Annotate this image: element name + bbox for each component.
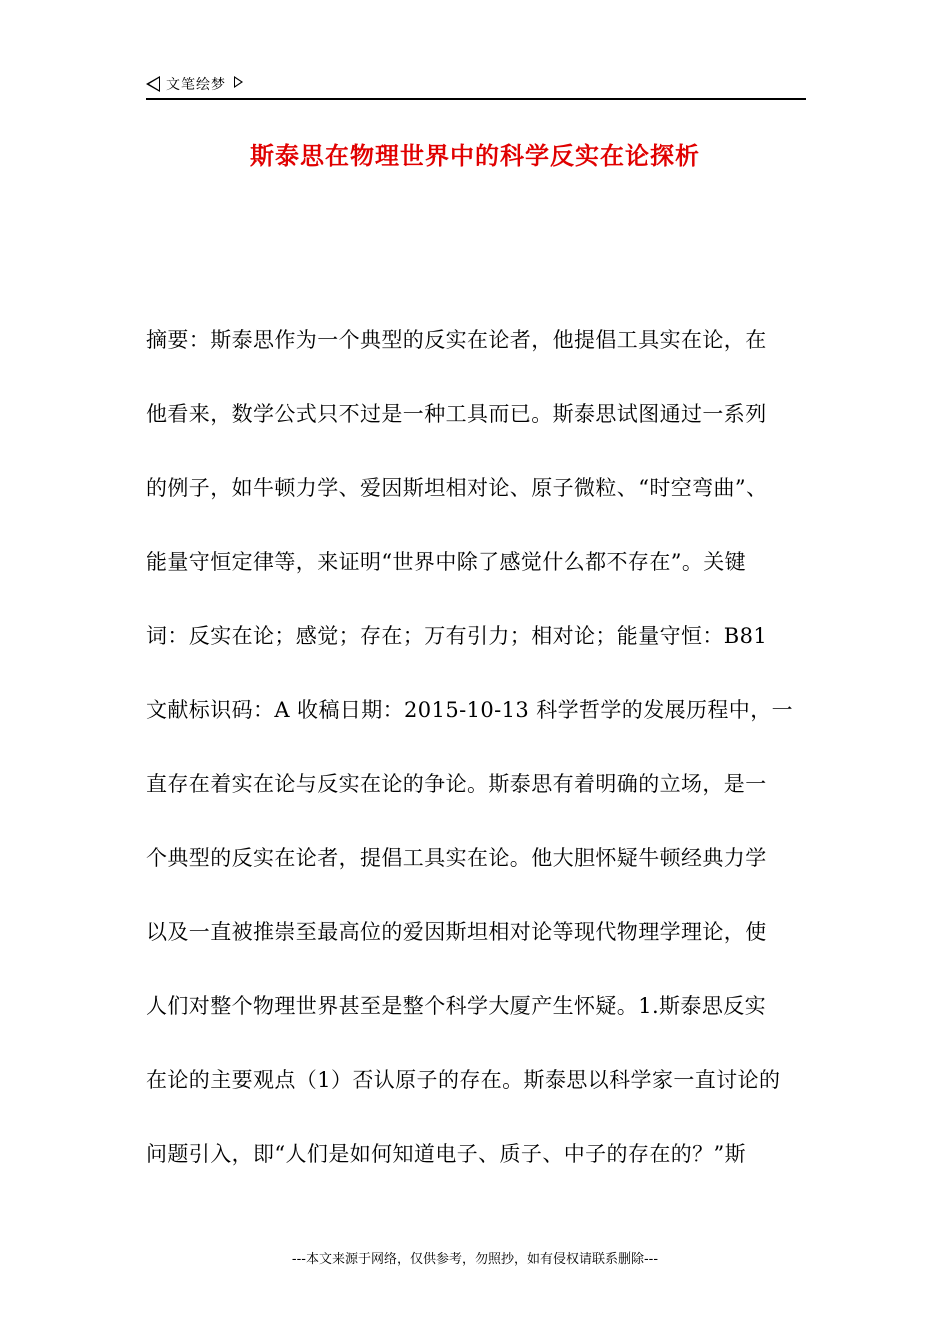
body-line: 直存在着实在论与反实在论的争论。斯泰思有着明确的立场，是一 xyxy=(146,772,767,796)
body-line: 词：反实在论；感觉；存在；万有引力；相对论；能量守恒：B81 xyxy=(146,624,768,648)
body-line: 文献标识码：A 收稿日期：2015-10-13 科学哲学的发展历程中，一 xyxy=(146,698,793,722)
body-line: 摘要：斯泰思作为一个典型的反实在论者，他提倡工具实在论，在 xyxy=(146,328,767,352)
body-line: 他看来，数学公式只不过是一种工具而已。斯泰思试图通过一系列 xyxy=(146,402,767,426)
document-body xyxy=(146,316,814,1204)
page-header xyxy=(146,72,806,100)
body-line: 问题引入，即“人们是如何知道电子、质子、中子的存在的？”斯 xyxy=(146,1142,747,1166)
body-line: 以及一直被推崇至最高位的爱因斯坦相对论等现代物理学理论，使 xyxy=(146,920,767,944)
body-line: 能量守恒定律等，来证明“世界中除了感觉什么都不存在”。关键 xyxy=(146,550,747,574)
document-title: 斯泰思在物理世界中的科学反实在论探析 xyxy=(250,142,700,170)
page-footer-notice: ---本文来源于网络，仅供参考，勿照抄，如有侵权请联系删除--- xyxy=(291,1252,659,1267)
body-line: 个典型的反实在论者，提倡工具实在论。他大胆怀疑牛顿经典力学 xyxy=(146,846,767,870)
right-triangle-icon xyxy=(234,76,243,88)
header-brand: 文笔绘梦 xyxy=(166,77,226,93)
left-triangle-icon xyxy=(146,76,160,92)
body-line: 在论的主要观点（1）否认原子的存在。斯泰思以科学家一直讨论的 xyxy=(146,1068,781,1092)
body-line: 人们对整个物理世界甚至是整个科学大厦产生怀疑。1.斯泰思反实 xyxy=(146,994,767,1018)
body-line: 的例子，如牛顿力学、爱因斯坦相对论、原子微粒、“时空弯曲”、 xyxy=(146,476,768,500)
